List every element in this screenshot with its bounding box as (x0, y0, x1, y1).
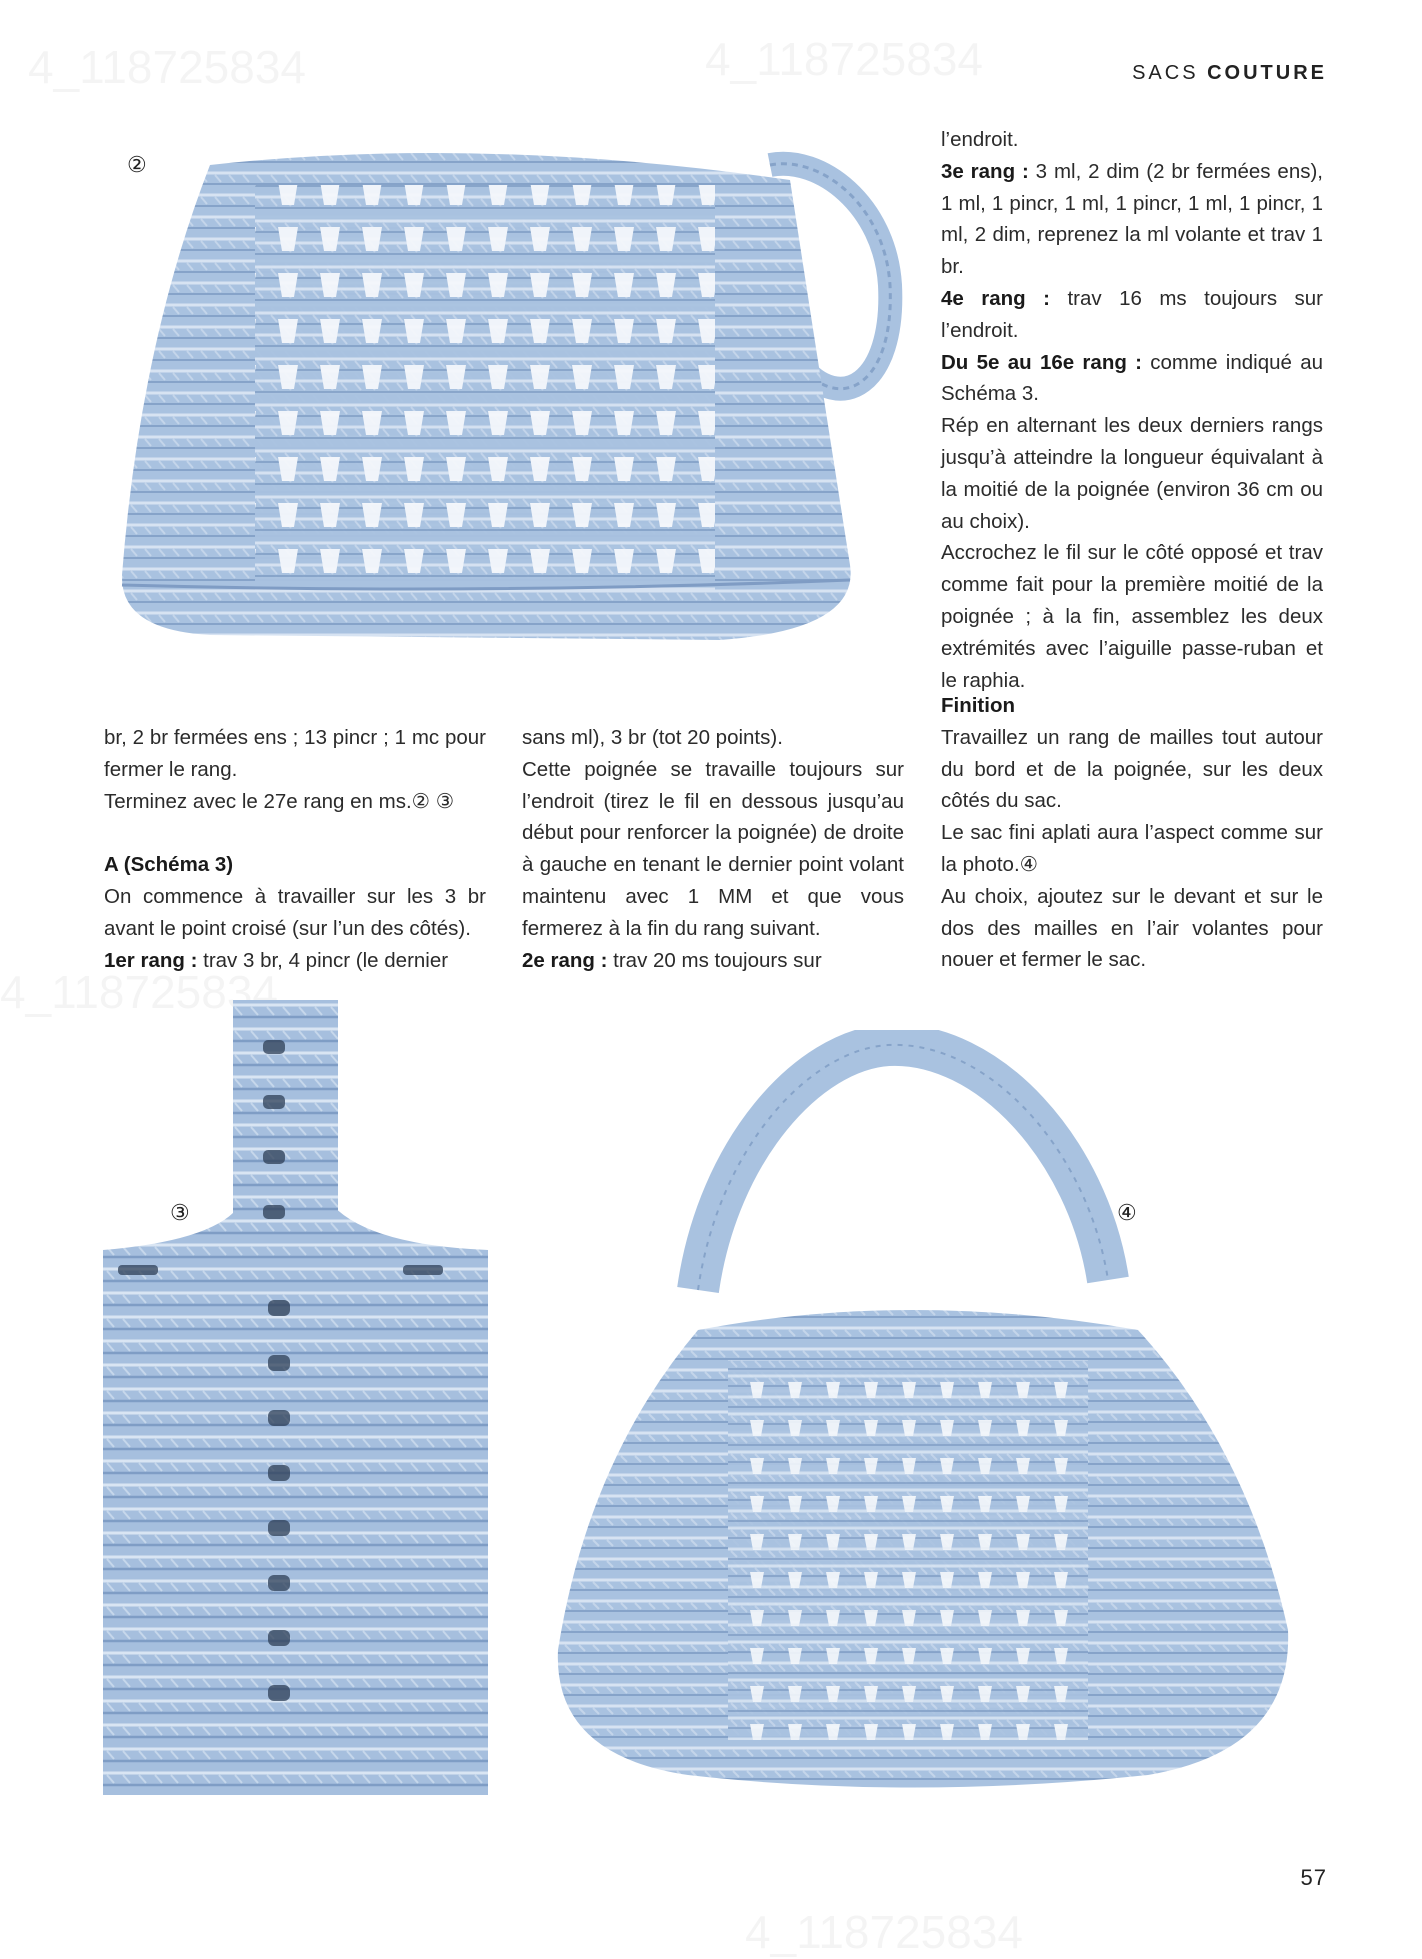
paragraph: 1er rang : trav 3 br, 4 pincr (le dernier (104, 948, 449, 972)
paragraph: sans ml), 3 br (tot 20 points). (522, 726, 783, 749)
section-heading: A (Schéma 3) (104, 853, 234, 877)
paragraph: Accrochez le fil sur le côté opposé et trav comme fait pour la première moitié de la poignée ; à la fin, assemblez les deux extrémités avec l’aiguille passe-ruban et le raphia. (941, 541, 1323, 692)
section-header (1132, 62, 1327, 85)
photo-marker-3: ③ (170, 1200, 190, 1225)
paragraph: 2e rang : trav 20 ms toujours sur (522, 948, 822, 972)
paragraph: Le sac fini aplati aura l’aspect comme sur la photo.④ (941, 821, 1323, 876)
photo-bag-top (100, 125, 910, 645)
paragraph: Travaillez un rang de mailles tout autour du bord et de la poignée, sur les deux côtés du sac. (941, 725, 1323, 813)
paragraph: Rép en alternant les deux derniers rangs jusqu’à atteindre la longueur équivalant à la moitié de la poignée (environ 36 cm ou au choix). (941, 414, 1323, 533)
paragraph: br, 2 br fermées ens ; 13 pincr ; 1 mc pour fermer le rang. (104, 726, 486, 781)
watermark (705, 32, 983, 86)
text-column-right-bottom (941, 690, 1323, 976)
watermark (745, 1905, 1023, 1959)
section-heading: Finition (941, 694, 1016, 717)
text-column-left (104, 722, 486, 976)
paragraph: 4e rang : trav 16 ms toujours sur l’endroit. (941, 286, 1324, 342)
header-bold: COUTURE (1207, 62, 1327, 84)
photo-marker-2: ② (127, 152, 147, 177)
paragraph: Au choix, ajoutez sur le devant et sur le dos des mailles en l’air volantes pour nouer et fermer le sac. (941, 884, 1323, 972)
watermark (28, 40, 306, 94)
photo-bag-detail (103, 1000, 488, 1795)
paragraph: On commence à travailler sur les 3 br avant le point croisé (sur l’un des côtés). (104, 884, 486, 940)
photo-marker-4: ④ (1117, 1200, 1137, 1225)
photo-bag-full (548, 1030, 1293, 1800)
text-column-right-top (941, 124, 1323, 696)
paragraph: l’endroit. (941, 128, 1019, 151)
text-column-middle (522, 722, 904, 976)
header-light: SACS (1132, 62, 1199, 84)
paragraph: 3e rang : 3 ml, 2 dim (2 br fermées ens), 1 ml, 1 pincr, 1 ml, 1 pincr, 1 ml, 1 pincr, 1 ml, 2 dim, reprenez la ml volante et trav 1 br. (941, 159, 1323, 279)
paragraph: Du 5e au 16e rang : comme indiqué au Schéma 3. (941, 350, 1323, 406)
page-number: 57 (1300, 1865, 1327, 1890)
paragraph: Terminez avec le 27e rang en ms.② ③ (104, 789, 455, 813)
paragraph: Cette poignée se travaille toujours sur l’endroit (tirez le fil en dessous jusqu’au début pour renforcer la poignée) de droite à gauche en tenant le dernier point volant maintenu avec 1 MM et que vous fermerez à la fin du rang suivant. (522, 757, 904, 940)
